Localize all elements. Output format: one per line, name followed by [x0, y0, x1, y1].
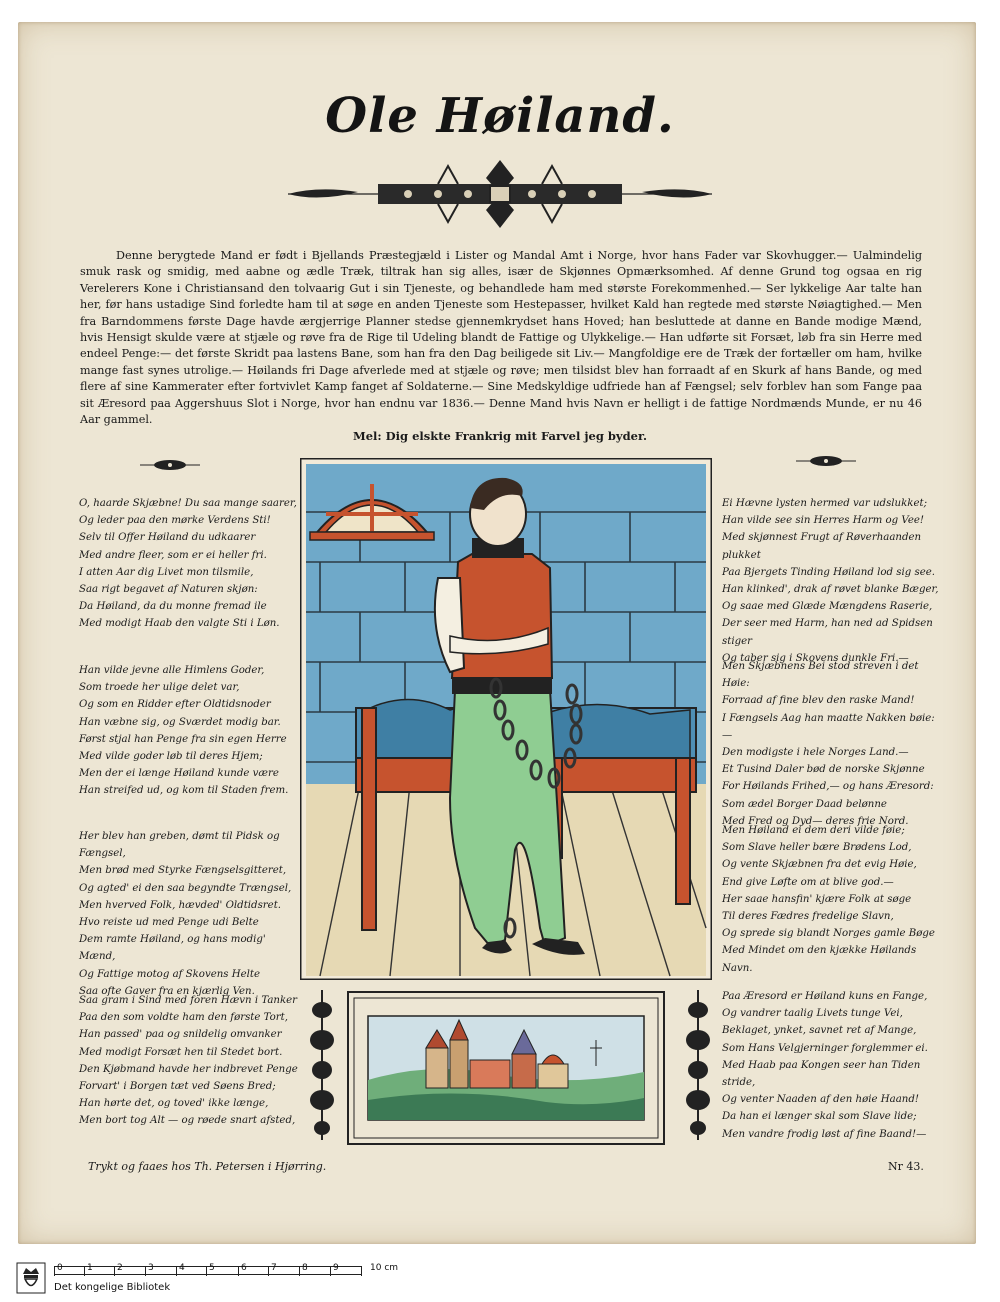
- intro-paragraph: Denne berygtede Mand er født i Bjellands Præstegjæld i Lister og Mandal Amt i Norge, hvor hans Fader var Skovhugger.— Ualmindelig smuk rask og smidig, med aabne og ædle Træk, tiltrak han sig alles, især de Skjønnes Opmærksomhed. Af denne Grund tog ogsaa en rig Verelerers Kone i Christiansand den tolvaarig Gut i sin Tjeneste, og behandlede ham med største Forekommenhed.— Ser lykkelige Aar talte han her, før hans ustadige Sind forledte ham til at søge en anden Tjeneste som Hestepasser, hvilket Kald han regtede med største Nøiagtighed.— Men fra Barndommens første Dage havde ærgjerrige Planner stedse gjennemkrydset hans Hoved; han besluttede at danne en Bande modige Mænd, hvis Hensigt skulde være at stjæle og røve fra de Rige til Udeling blandt de Fattige og Ulykkelige.— Han udførte sit Forsæt, løb fra sin Herre med endeel Penge:— det første Skridt paa lastens Bane, som han fra den Dag beiligede sit Liv.— Mangfoldige ere de Træk der fortæller om ham, hvilke mange fast synes utrolige.— Høilands fri Dage afverlede med at stjæle og røve; men tilsidst blev han forraadt af en Skurk af hans Bande, og med flere af sine Kammerater efter fortvivlet Kamp fanget af Soldaterne.— Sine Medskyldige udfriede han af Fængsel; selv forblev han som Fange paa sit Æresord paa Aggershuus Slot i Norge, hvor han endnu var 1836.— Denne Mand hvis Navn er helligt i de fattige Nordmænds Munde, er nu 46 Aar gammel.: [80, 249, 922, 427]
- right-verse-2: Men Skjæbnens Bei stod streven i det Høie: Forraad af fine blev den raske Mand! I Fængsels Aag han maatte Nakken bøie:— Den modigste i hele Norges Land.— Et Tusind Daler bød de norske Skjønne For Høilands Frihed,— og hans Æresord: Som ædel Borger Daad belønne Med Fred og Dyd— deres frie Nord.: [722, 661, 935, 827]
- right-side-ornament: [684, 990, 712, 1140]
- page-title: Ole Høiland.: [325, 88, 675, 144]
- library-name: Det kongelige Bibliotek: [54, 1282, 171, 1293]
- prisoner-woodcut: [300, 458, 712, 980]
- right-mini-ornament: [796, 455, 856, 467]
- melody-line: Mel: Dig elskte Frankrig mit Farvel jeg byder.: [353, 429, 647, 443]
- title-ornament: [288, 158, 712, 230]
- right-verse-3: Men Høiland ei dem deri vilde føie; Som Slave heller bære Brødens Lod, Og vente Skjæbnen fra det evig Høie, End give Løfte om at blive god.— Her saae hansfin' kjære Folk at søge Til deres Fædres fredelige Slavn, Og sprede sig blandt Norges gamle Bøge Med Mindet om den kjække Høilands Navn.: [722, 825, 935, 974]
- right-verse-4: Paa Æresord er Høiland kuns en Fange, Og vandrer taalig Livets tunge Vei, Beklaget, ynket, savnet ret af Mange, Som Hans Velgjerninger forglemmer ei. Med Haab paa Kongen seer han Tiden stride, Og venter Naaden af den høie Haand! Da han ei længer skal som Slave lide; Men vandre frodig løst af fine Baand!—: [722, 991, 928, 1140]
- left-verse-4: Saa gram i Sind med foren Hævn i Tanker Paa den som voldte ham den første Tort, Han passed' paa og snildelig omvanker Med modigt Forsæt hen til Stedet bort. Den Kjøbmand havde her indbrevet Penge Forvart' i Borgen tæt ved Søens Bred; Han hørte det, og toved' ikke længe, Men bort tog Alt — og røede snart afsted,: [79, 995, 298, 1127]
- royal-library-crown-icon: [16, 1262, 46, 1294]
- left-verse-1: O, haarde Skjæbne! Du saa mange saarer, Og leder paa den mørke Verdens Sti! Selv til Offer Høiland du udkaarer Med andre fleer, som er ei heller fri. I atten Aar dig Livet mon tilsmile, Saa rigt begavet af Naturen skjøn: Da Høiland, da du monne fremad ile Med modigt Haab den valgte Sti i Løn.: [79, 498, 297, 630]
- left-mini-ornament: [140, 459, 200, 471]
- left-verse-2: Han vilde jevne alle Himlens Goder, Som troede her ulige delet var, Og som en Ridder efter Oldtidsnoder Han væbne sig, og Sværdet modig bar. Først stjal han Penge fra sin egen Herre Med vilde goder løb til deres Hjem; Men der ei længe Høiland kunde være Han streifed ud, og kom til Staden frem.: [79, 665, 289, 797]
- scale-ruler: 0 1 2 3 4 5 6 7 8 9 10 cm Det kongelige Bibliotek: [8, 1258, 428, 1298]
- printer-imprint: Trykt og faaes hos Th. Petersen i Hjørring.: [88, 1160, 327, 1173]
- ruler-bar: 0 1 2 3 4 5 6 7 8 9: [54, 1266, 362, 1275]
- right-verse-1: Ei Hævne lysten hermed var udslukket; Han vilde see sin Herres Harm og Vee! Med skjønnest Frugt af Røverhaanden plukket Paa Bjergets Tinding Høiland lod sig see. Han klinked', drak af røvet blanke Bæger, Og saae med Glæde Mængdens Raserie, Der seer med Harm, han ned ad Spidsen stiger Og taber sig i Skovens dunkle Fri.—: [722, 498, 939, 664]
- sheet-number: Nr 43.: [888, 1160, 924, 1173]
- left-verse-3: Her blev han greben, dømt til Pidsk og Fængsel, Men brød med Styrke Fængselsgitteret, Og agted' ei den saa begyndte Trængsel, Men hverved Folk, hævded' Oldtidsret. Hvo reiste ud med Penge udi Belte Dem ramte Høiland, og hans modig' Mænd, Og Fattige motog af Skovens Helte Saa ofte Gaver fra en kjærlig Ven.: [79, 831, 292, 997]
- left-side-ornament: [308, 990, 336, 1140]
- town-vignette: [346, 990, 666, 1146]
